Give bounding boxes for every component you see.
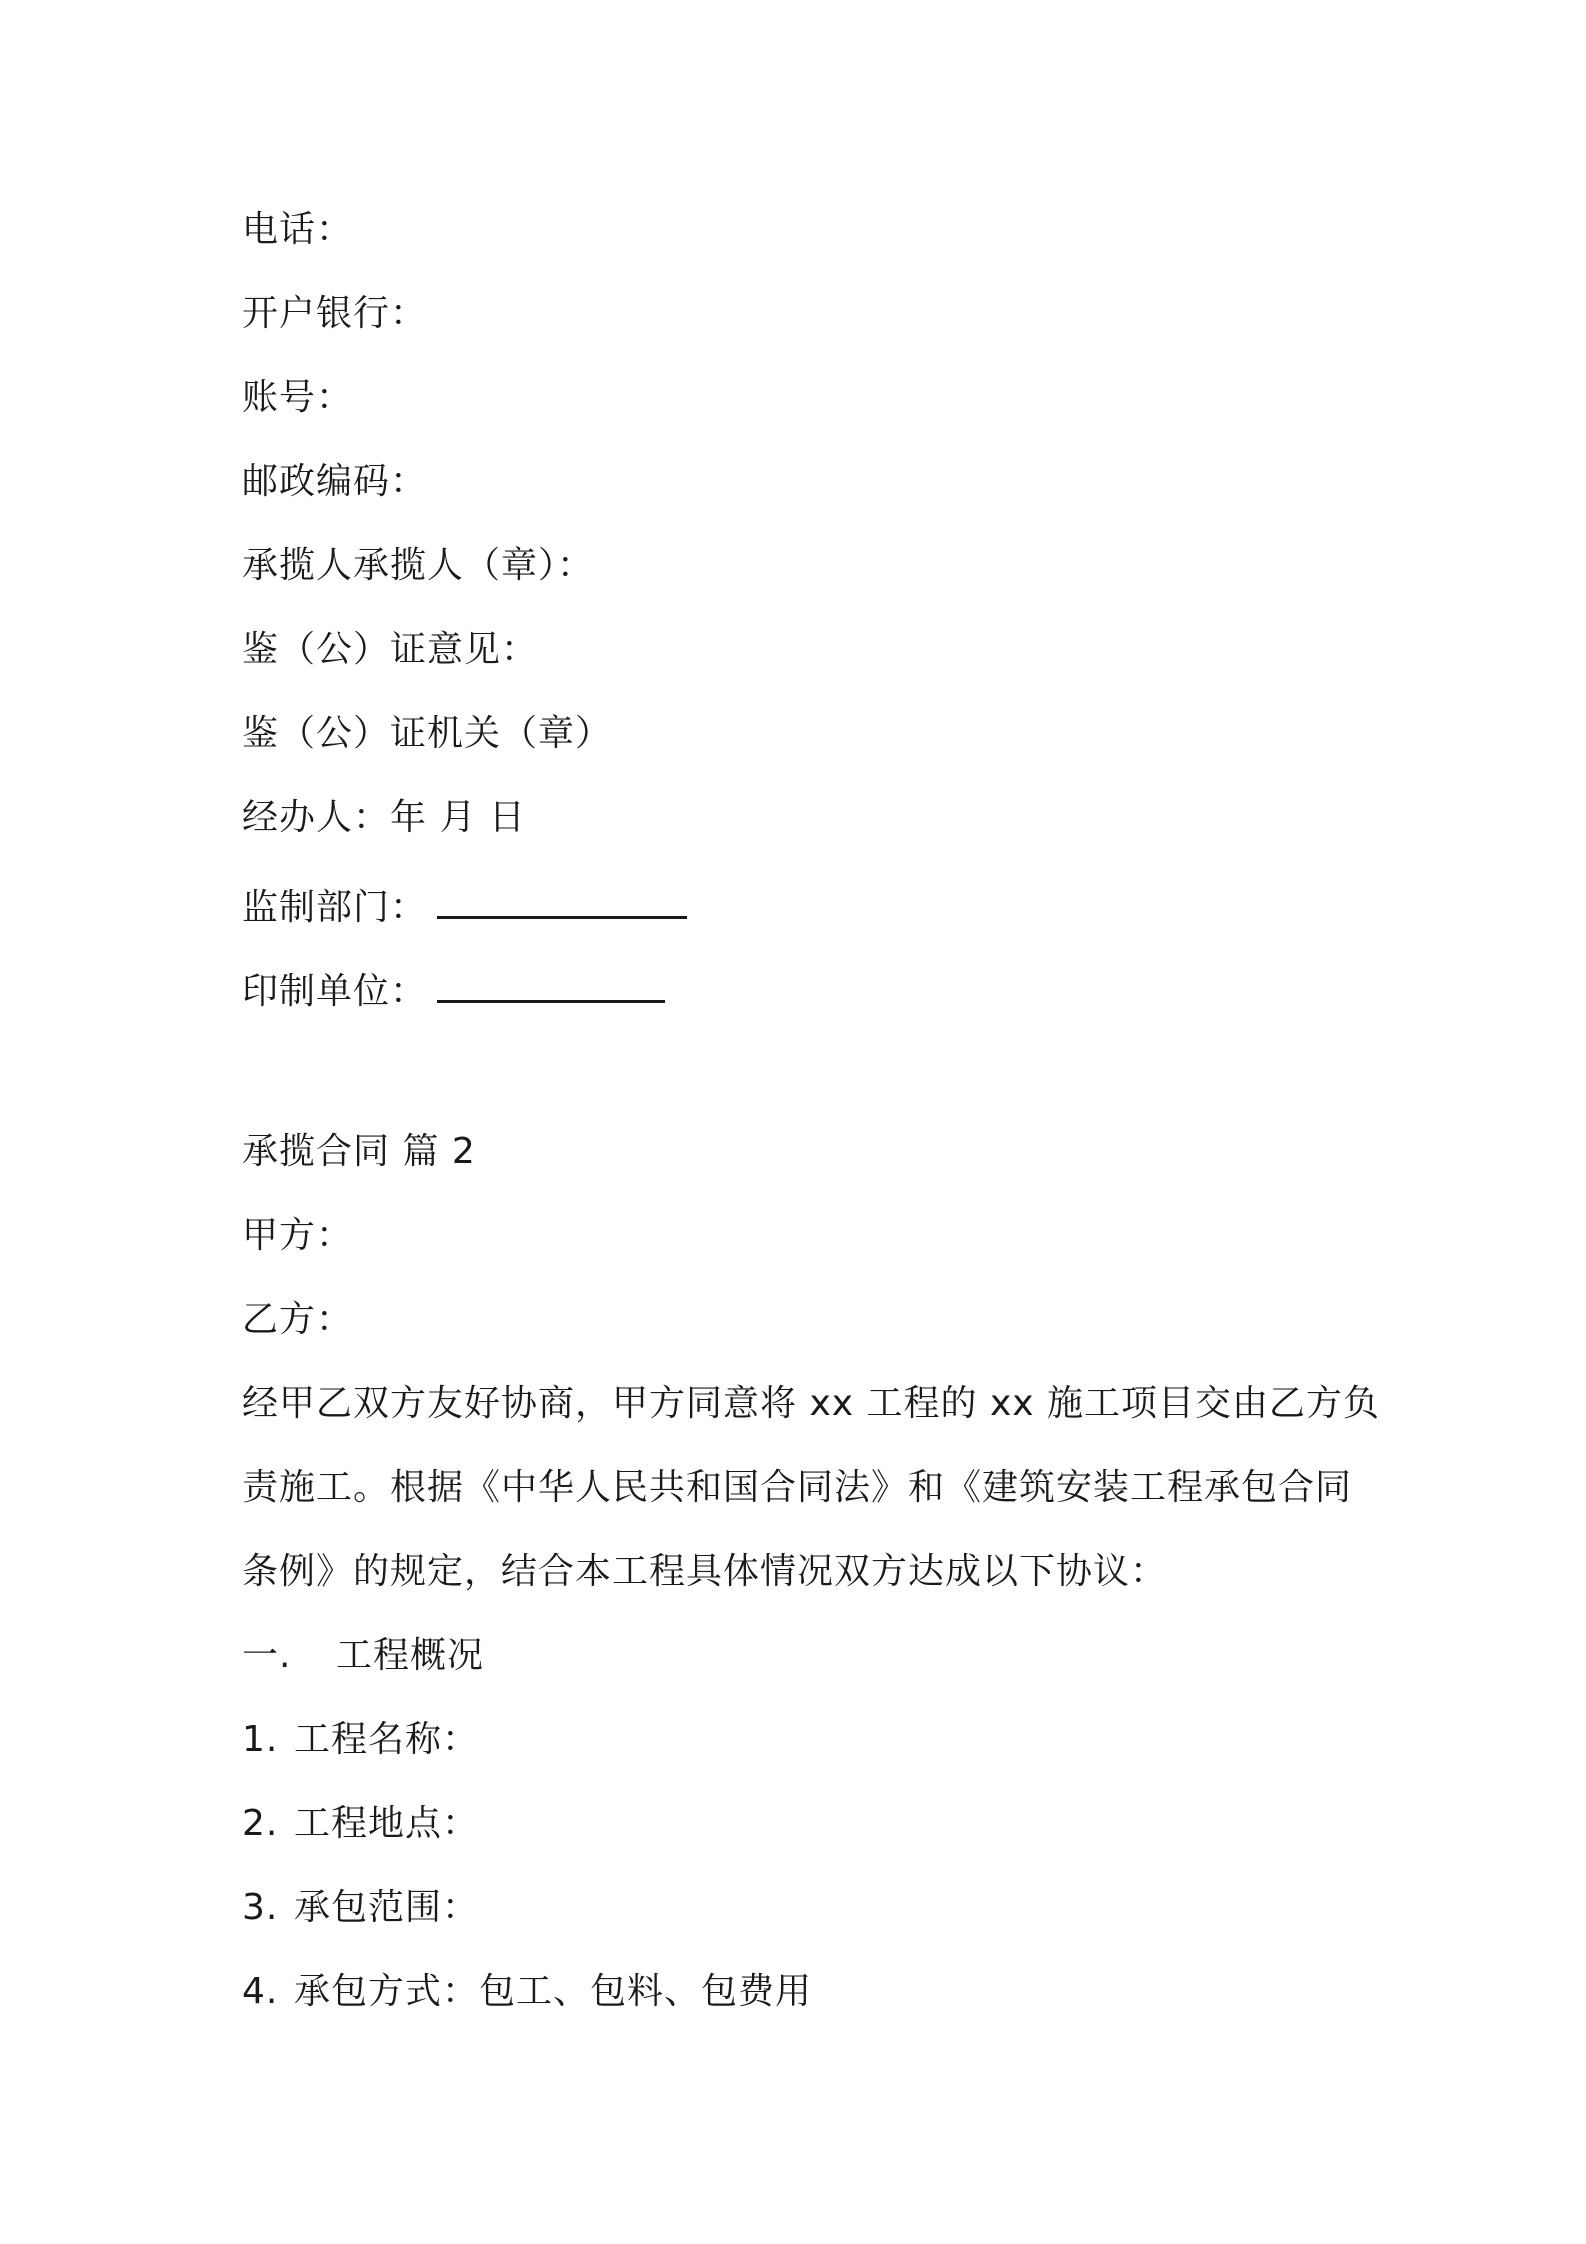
notary-opinion-label: 鉴（公）证意见： xyxy=(242,629,539,670)
notary-office-label: 鉴（公）证机关（章） xyxy=(242,713,613,754)
heading-number: 一. xyxy=(242,1635,292,1676)
list-item-text: 承包范围： xyxy=(294,1887,480,1928)
section-title: 承揽合同 篇 2 xyxy=(242,1131,476,1172)
intro-line-3: 条例》的规定，结合本工程具体情况双方达成以下协议： xyxy=(242,1551,1168,1592)
bank-label: 开户银行： xyxy=(242,293,428,334)
printer-row xyxy=(242,962,665,1016)
list-item-text: 承包方式：包工、包料、包费用 xyxy=(294,1971,813,2012)
list-item-number: 4. xyxy=(242,1971,279,2012)
list-item xyxy=(242,1800,479,1848)
postcode-label: 邮政编码： xyxy=(242,461,428,502)
party-a-label: 甲方： xyxy=(242,1215,354,1256)
list-item xyxy=(242,1968,812,2016)
heading-project-overview xyxy=(242,1632,484,1680)
list-item-number: 1. xyxy=(242,1719,279,1760)
printer-label: 印制单位： xyxy=(242,971,428,1012)
handler-date-label: 经办人：年 月 日 xyxy=(242,797,526,838)
list-item-text: 工程名称： xyxy=(294,1719,480,1760)
supervisor-blank xyxy=(437,878,687,919)
list-item-number: 2. xyxy=(242,1803,279,1844)
list-item xyxy=(242,1884,479,1932)
party-b-label: 乙方： xyxy=(242,1299,354,1340)
list-item-text: 工程地点： xyxy=(294,1803,480,1844)
phone-label: 电话： xyxy=(242,209,354,250)
account-label: 账号： xyxy=(242,377,354,418)
printer-blank xyxy=(437,962,665,1003)
supervisor-row xyxy=(242,878,687,932)
list-item xyxy=(242,1716,479,1764)
supervisor-label: 监制部门： xyxy=(242,887,428,928)
heading-text: 工程概况 xyxy=(336,1635,485,1676)
intro-line-1: 经甲乙双方友好协商，甲方同意将 xx 工程的 xx 施工项目交由乙方负 xyxy=(242,1383,1380,1424)
intro-line-2: 责施工。根据《中华人民共和国合同法》和《建筑安装工程承包合同 xyxy=(242,1467,1353,1508)
list-item-number: 3. xyxy=(242,1887,279,1928)
contractor-seal-label: 承揽人承揽人（章）： xyxy=(242,545,595,586)
